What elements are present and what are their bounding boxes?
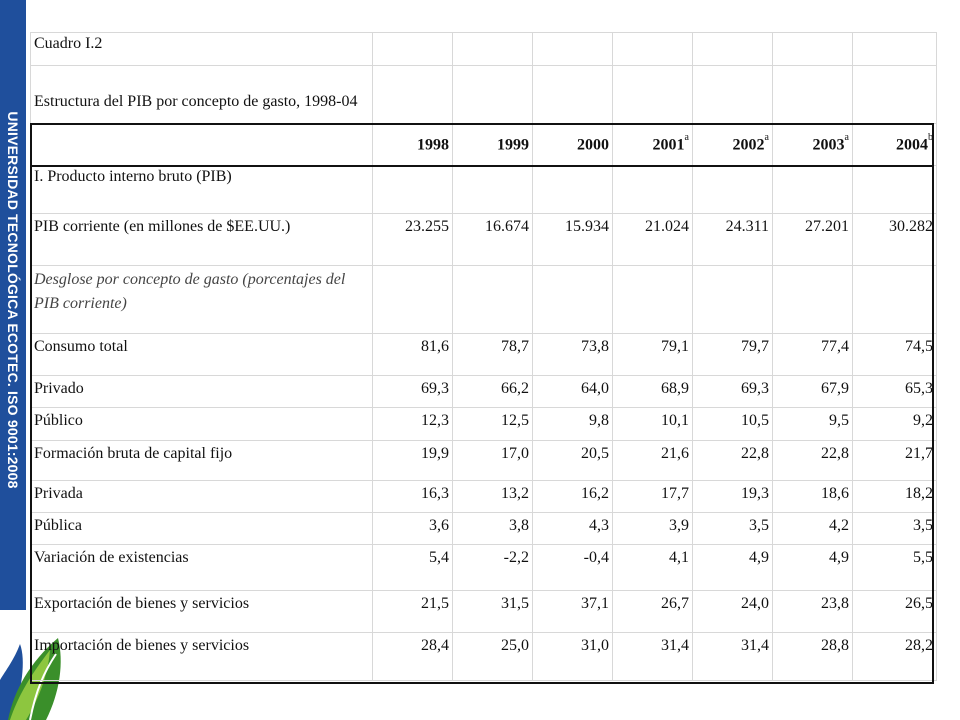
cell-value: 30.282 [853, 214, 937, 266]
cell-value: 24.311 [693, 214, 773, 266]
cell-value: 21.024 [613, 214, 693, 266]
cell-value: 67,9 [773, 376, 853, 408]
cell-value: 5,5 [853, 545, 937, 591]
cell-value: 28,8 [773, 633, 853, 681]
cell-value: 18,2 [853, 481, 937, 513]
row-label: Importación de bienes y servicios [31, 633, 373, 681]
year-header: 2003$^a$ [773, 124, 853, 166]
cell-value: 31,4 [693, 633, 773, 681]
cell-value: 66,2 [453, 376, 533, 408]
cell-value: 12,3 [373, 408, 453, 441]
cell-value: 26,7 [613, 591, 693, 633]
cell-value: 16.674 [453, 214, 533, 266]
cell-value: 18,6 [773, 481, 853, 513]
cell-value: 3,6 [373, 513, 453, 545]
cell-value: 22,8 [693, 441, 773, 481]
cell-value: 19,9 [373, 441, 453, 481]
year-header: 2002$^a$ [693, 124, 773, 166]
cell-value: 3,9 [613, 513, 693, 545]
cell-value: 74,5 [853, 334, 937, 376]
year-header: 2004$^b$ [853, 124, 937, 166]
cell-value: 79,1 [613, 334, 693, 376]
caption-title-row [31, 66, 937, 124]
caption-number-row [31, 33, 937, 66]
breakdown-note-row [31, 266, 937, 334]
cell-value: 3,8 [453, 513, 533, 545]
cell-value: 26,5 [853, 591, 937, 633]
cell-value: 73,8 [533, 334, 613, 376]
cell-value: 37,1 [533, 591, 613, 633]
cell-value: 17,0 [453, 441, 533, 481]
cell-value: 21,6 [613, 441, 693, 481]
cell-value: 81,6 [373, 334, 453, 376]
row-label: PIB corriente (en millones de $EE.UU.) [31, 214, 373, 266]
row-label: Consumo total [31, 334, 373, 376]
cell-value: 23,8 [773, 591, 853, 633]
table-row [31, 441, 937, 481]
cell-value: 4,1 [613, 545, 693, 591]
cell-value: 65,3 [853, 376, 937, 408]
pib-current-row [31, 214, 937, 266]
cell-value: 9,2 [853, 408, 937, 441]
cell-value: 68,9 [613, 376, 693, 408]
row-label: Formación bruta de capital fijo [31, 441, 373, 481]
cell-value: 16,2 [533, 481, 613, 513]
cell-value: -2,2 [453, 545, 533, 591]
table-row [31, 633, 937, 681]
cell-value: 24,0 [693, 591, 773, 633]
cell-value: 23.255 [373, 214, 453, 266]
cell-value: -0,4 [533, 545, 613, 591]
cell-value: 9,5 [773, 408, 853, 441]
section-title-row [31, 166, 937, 214]
table-row [31, 481, 937, 513]
breakdown-note: Desglose por concepto de gasto (porcentajes del PIB corriente) [31, 266, 373, 334]
cell-value: 19,3 [693, 481, 773, 513]
caption-number: Cuadro I.2 [31, 33, 373, 66]
cell-value: 12,5 [453, 408, 533, 441]
cell-value: 9,8 [533, 408, 613, 441]
cell-value: 3,5 [693, 513, 773, 545]
cell-value: 31,0 [533, 633, 613, 681]
cell-value: 31,4 [613, 633, 693, 681]
row-label: Variación de existencias [31, 545, 373, 591]
cell-value: 4,3 [533, 513, 613, 545]
cell-value: 79,7 [693, 334, 773, 376]
year-header-row [31, 124, 937, 166]
cell-value: 15.934 [533, 214, 613, 266]
cell-value: 21,7 [853, 441, 937, 481]
cell-value: 16,3 [373, 481, 453, 513]
year-header: 1998 [373, 124, 453, 166]
table-row [31, 334, 937, 376]
cell-value: 28,4 [373, 633, 453, 681]
cell-value: 5,4 [373, 545, 453, 591]
cell-value: 10,5 [693, 408, 773, 441]
row-label: Pública [31, 513, 373, 545]
cell-value: 69,3 [693, 376, 773, 408]
year-header: 2000 [533, 124, 613, 166]
caption-title: Estructura del PIB por concepto de gasto, 1998-04 [31, 66, 373, 124]
cell-value: 64,0 [533, 376, 613, 408]
cell-value: 4,2 [773, 513, 853, 545]
university-name-vertical: UNIVERSIDAD TECNOLÓGICA ECOTEC. ISO 9001:2008 [5, 111, 21, 489]
cell-value: 13,2 [453, 481, 533, 513]
table-row [31, 591, 937, 633]
year-header: 2001$^a$ [613, 124, 693, 166]
cell-value: 28,2 [853, 633, 937, 681]
year-header: 1999 [453, 124, 533, 166]
cell-value: 77,4 [773, 334, 853, 376]
row-label: Público [31, 408, 373, 441]
cell-value: 78,7 [453, 334, 533, 376]
table-row [31, 545, 937, 591]
cell-value: 20,5 [533, 441, 613, 481]
cell-value: 4,9 [693, 545, 773, 591]
cell-value: 27.201 [773, 214, 853, 266]
table-row [31, 376, 937, 408]
cell-value: 69,3 [373, 376, 453, 408]
cell-value: 4,9 [773, 545, 853, 591]
cell-value: 25,0 [453, 633, 533, 681]
cell-value: 10,1 [613, 408, 693, 441]
row-label: Privado [31, 376, 373, 408]
row-label: Exportación de bienes y servicios [31, 591, 373, 633]
row-label: Privada [31, 481, 373, 513]
section-title: I. Producto interno bruto (PIB) [31, 166, 373, 214]
table-row [31, 408, 937, 441]
university-sidebar [0, 0, 26, 610]
cell-value: 3,5 [853, 513, 937, 545]
pib-structure-table [30, 32, 937, 681]
cell-value: 17,7 [613, 481, 693, 513]
cell-value: 21,5 [373, 591, 453, 633]
cell-value: 22,8 [773, 441, 853, 481]
cell-value: 31,5 [453, 591, 533, 633]
table-row [31, 513, 937, 545]
